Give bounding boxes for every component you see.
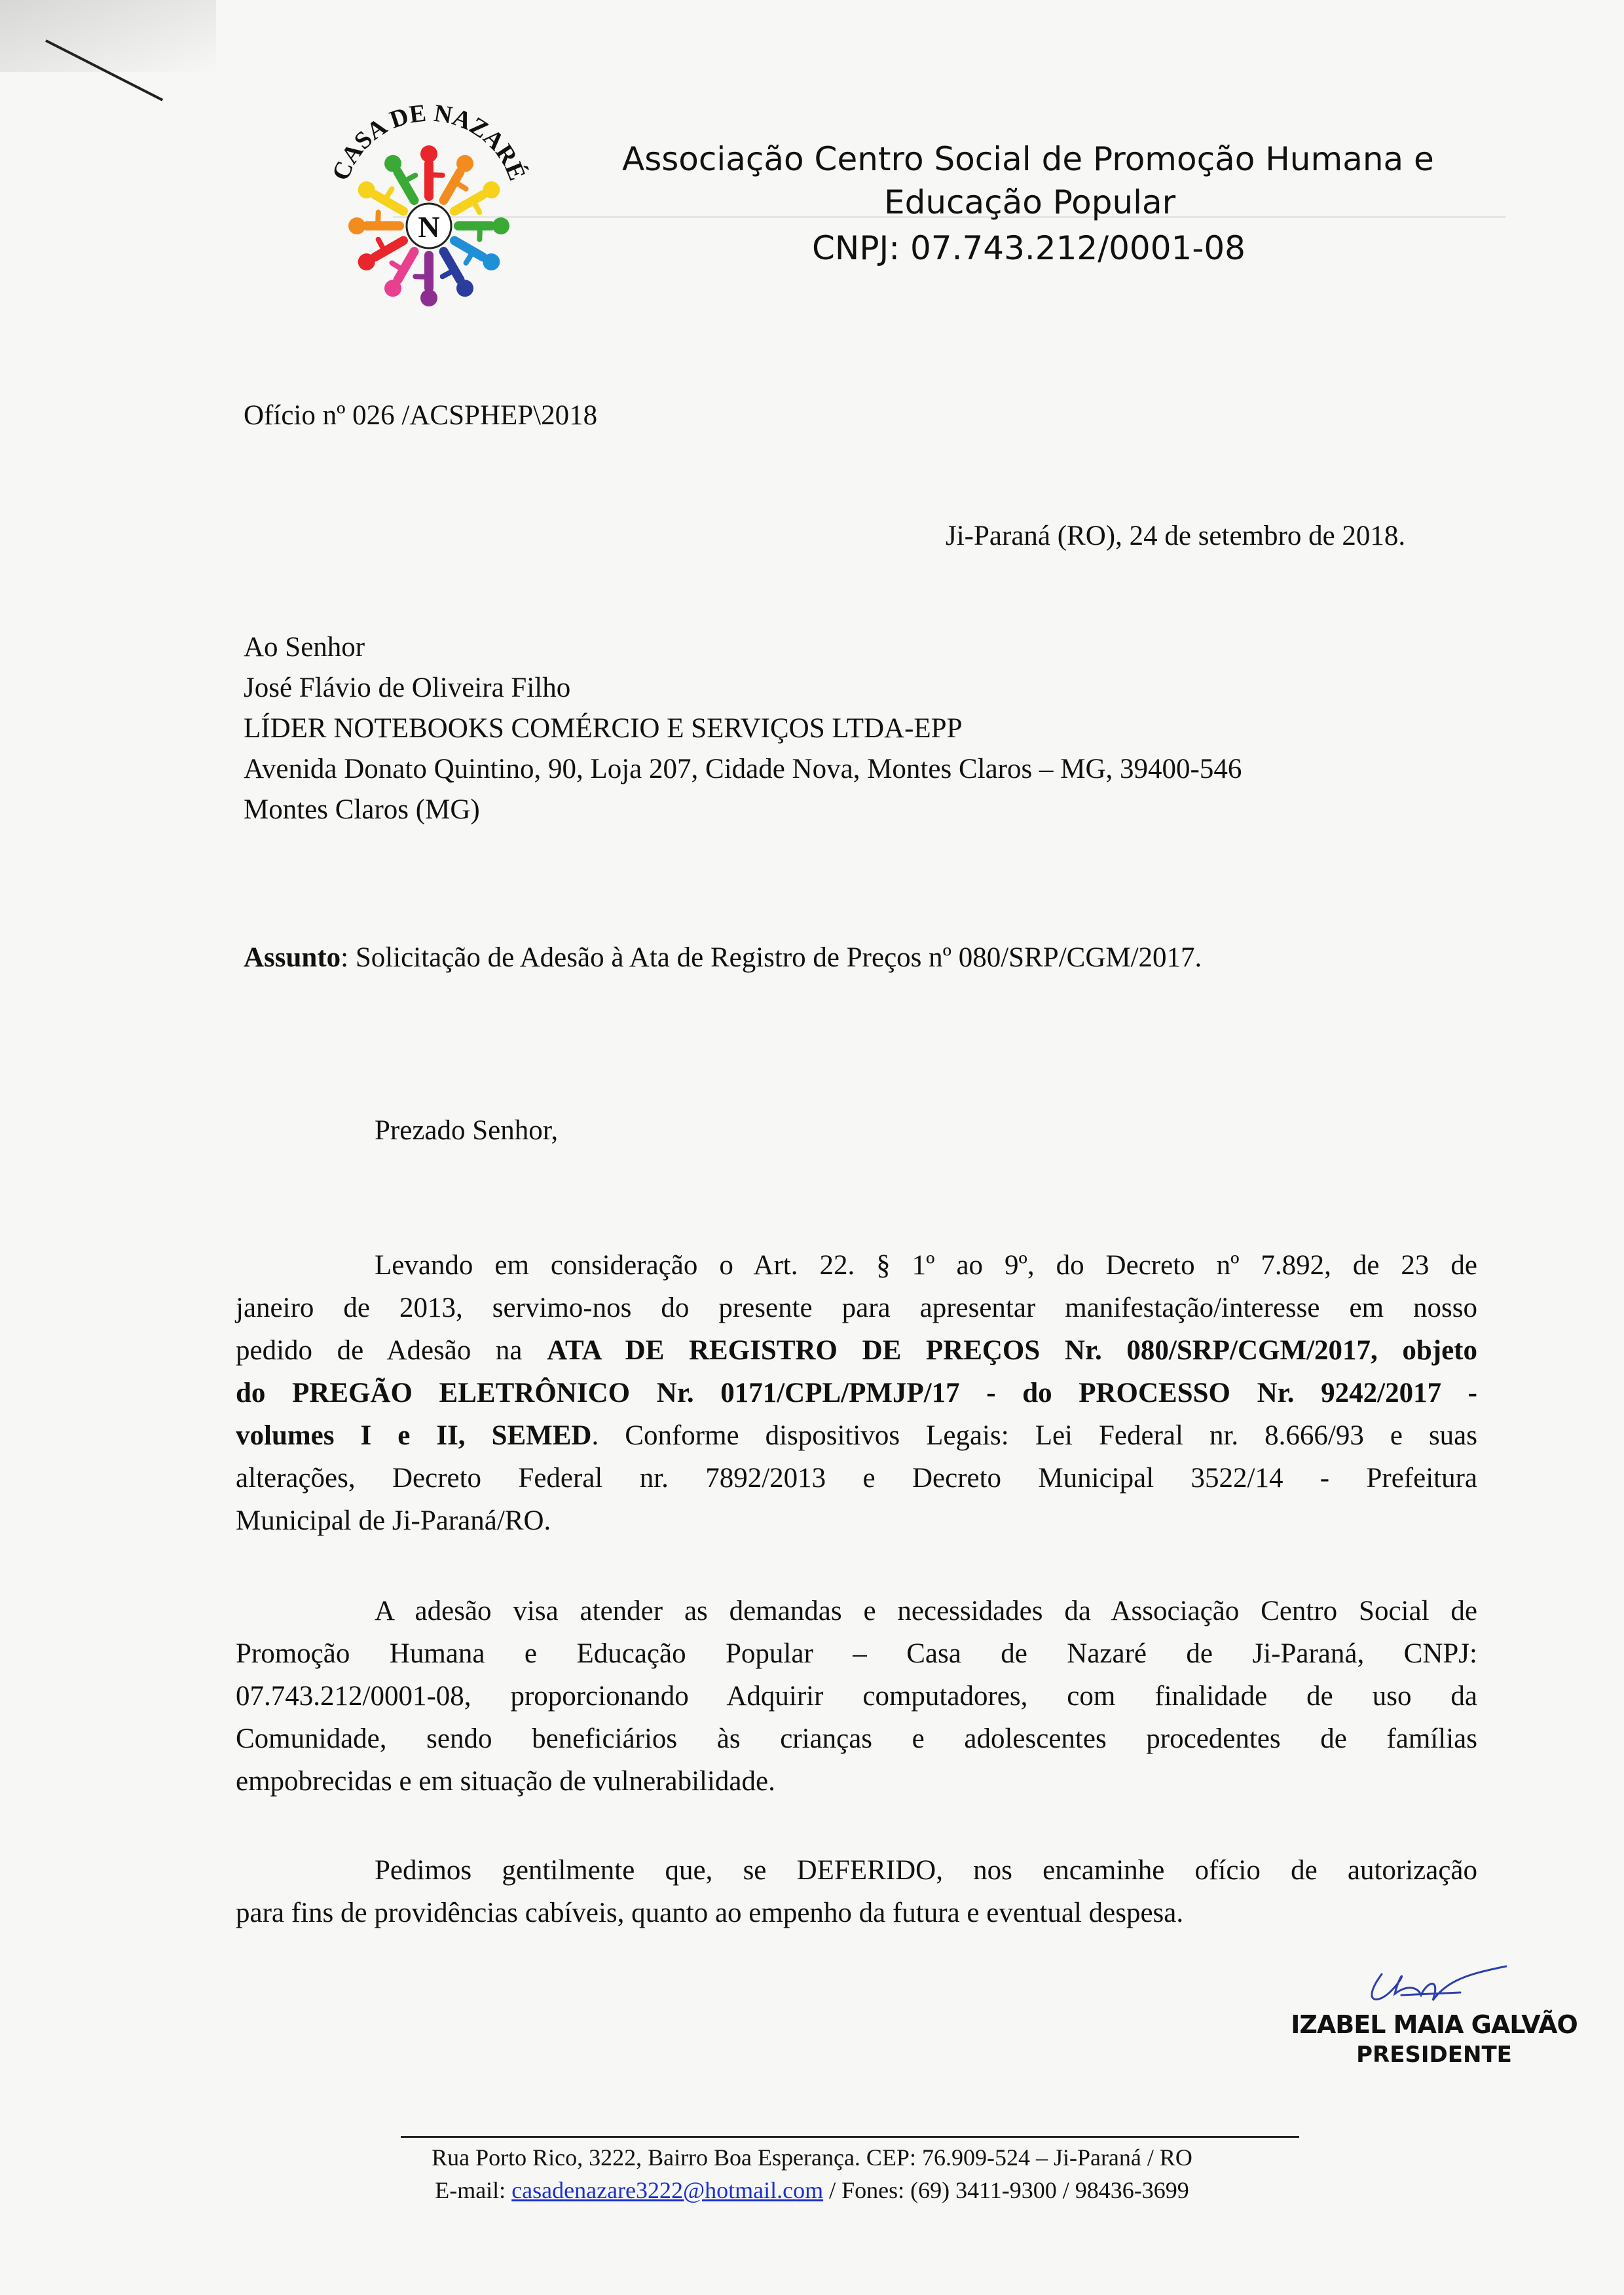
footer-address: Rua Porto Rico, 3222, Bairro Boa Esperança. CEP: 76.909-524 – Ji-Paraná / RO	[432, 2144, 1192, 2171]
office-number: Ofício nº 026 /ACSPHEP\2018	[244, 400, 598, 431]
paragraph-line: A adesão visa atender as demandas e necessidades da Associação Centro Social de	[375, 1596, 1477, 1626]
greeting: Prezado Senhor,	[375, 1115, 559, 1146]
signature-block	[1283, 2010, 1585, 2068]
subject-text: : Solicitação de Adesão à Ata de Registro de Preços nº 080/SRP/CGM/2017.	[341, 942, 1202, 973]
footer-contacts	[0, 2174, 1624, 2207]
recipient-block	[244, 627, 1242, 830]
body-paragraph-2	[236, 1590, 1477, 1803]
signatory-name: IZABEL MAIA GALVÃO	[1291, 2010, 1578, 2039]
body-paragraph-1	[236, 1244, 1477, 1542]
recipient-name: José Flávio de Oliveira Filho	[244, 672, 571, 703]
date-line: Ji-Paraná (RO), 24 de setembro de 2018.	[946, 521, 1406, 551]
recipient-company: LÍDER NOTEBOOKS COMÉRCIO E SERVIÇOS LTDA-EPP	[244, 713, 963, 744]
handwritten-signature	[1356, 1955, 1513, 2013]
casa-de-nazare-logo	[308, 92, 550, 321]
paragraph-line: Pedimos gentilmente que, se DEFERIDO, nos encaminhe ofício de autorização	[375, 1855, 1477, 1886]
email-link[interactable]: casadenazare3222@hotmail.com	[511, 2177, 824, 2203]
footer-divider	[401, 2136, 1299, 2138]
paragraph-line: 07.743.212/0001-08, proporcionando Adquirir computadores, com finalidade de uso da	[236, 1681, 1477, 1712]
paragraph-line: alterações, Decreto Federal nr. 7892/2013 e Decreto Municipal 3522/14 - Prefeitura	[236, 1463, 1477, 1494]
scan-shadow	[0, 0, 216, 72]
paragraph-line: janeiro de 2013, servimo-nos do presente para apresentar manifestação/interesse em nosso	[236, 1293, 1477, 1323]
org-name-line2: Educação Popular	[884, 183, 1176, 221]
paragraph-line: Comunidade, sendo beneficiários às crianças e adolescentes procedentes de famílias	[236, 1723, 1477, 1754]
paragraph-line: volumes I e II, SEMED. Conforme dispositivos Legais: Lei Federal nr. 8.666/93 e suas	[236, 1420, 1477, 1451]
recipient-salutation: Ao Senhor	[244, 632, 365, 663]
subject-label: Assunto	[244, 942, 341, 973]
subject-line	[244, 938, 1202, 978]
logo-arc-text: CASA DE NAZARÉ	[327, 99, 531, 185]
organization-header	[622, 138, 1473, 270]
org-cnpj: CNPJ: 07.743.212/0001-08	[812, 229, 1246, 267]
logo-figure-arm	[415, 276, 429, 277]
logo-figure-arm	[479, 226, 480, 240]
paragraph-line: do PREGÃO ELETRÔNICO Nr. 0171/CPL/PMJP/17 - do PROCESSO Nr. 9242/2017 -	[236, 1378, 1477, 1408]
footer-phones: / Fones: (69) 3411-9300 / 98436-3699	[823, 2177, 1189, 2203]
recipient-address: Avenida Donato Quintino, 90, Loja 207, Cidade Nova, Montes Claros – MG, 39400-546	[244, 754, 1242, 784]
body-paragraph-3	[236, 1849, 1477, 1934]
paragraph-line: pedido de Adesão na ATA DE REGISTRO DE PREÇOS Nr. 080/SRP/CGM/2017, objeto	[236, 1335, 1477, 1366]
paragraph-line: Levando em consideração o Art. 22. § 1º ao 9º, do Decreto nº 7.892, de 23 de	[375, 1250, 1477, 1281]
recipient-city: Montes Claros (MG)	[244, 794, 480, 825]
paragraph-line: empobrecidas e em situação de vulnerabilidade.	[236, 1766, 775, 1797]
paragraph-line: Municipal de Ji-Paraná/RO.	[236, 1505, 551, 1536]
org-name-line1: Associação Centro Social de Promoção Humana e	[622, 140, 1434, 178]
signatory-role: PRESIDENTE	[1356, 2042, 1512, 2068]
logo-letter: N	[418, 210, 440, 244]
paragraph-line: Promoção Humana e Educação Popular – Casa de Nazaré de Ji-Paraná, CNPJ:	[236, 1638, 1477, 1669]
email-label: E-mail:	[435, 2177, 512, 2203]
paragraph-line: para fins de providências cabíveis, quanto ao empenho da futura e eventual despesa.	[236, 1898, 1184, 1928]
